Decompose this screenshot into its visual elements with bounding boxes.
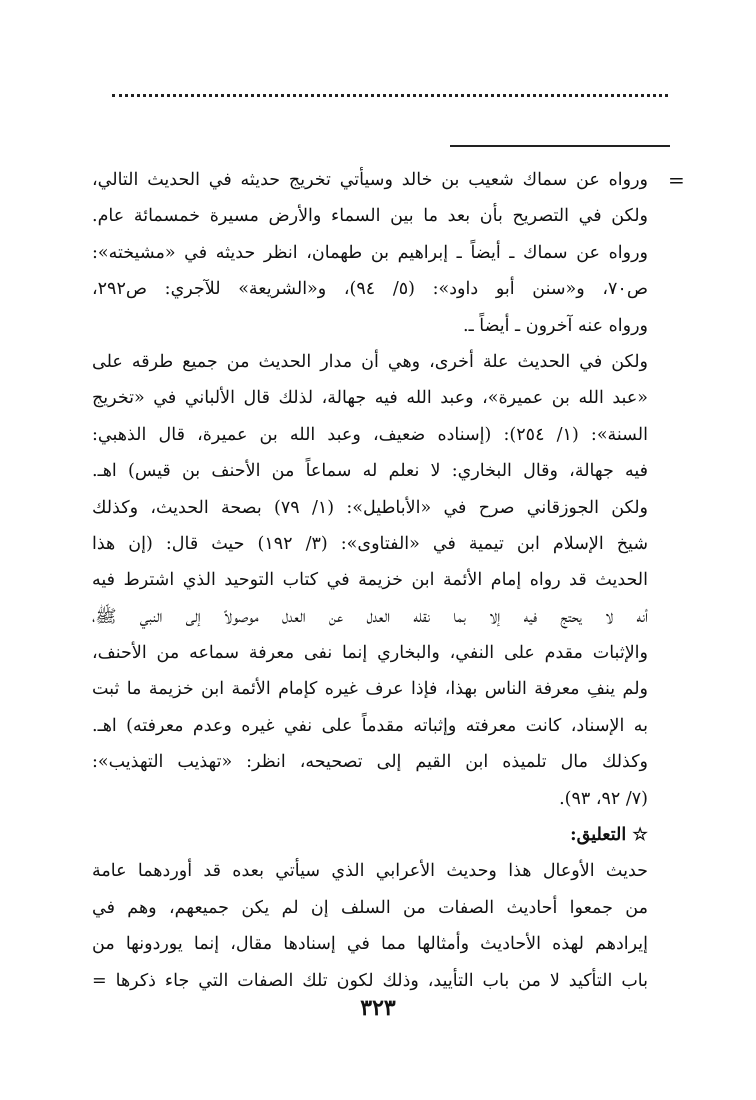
header-dotted-rule <box>112 94 668 97</box>
footnote-separator <box>450 145 670 147</box>
text-line: «عبد الله بن عميرة»، وعبد الله فيه جهالة، لذلك قال الألباني في «تخريج <box>92 388 648 409</box>
text-line: فيه جهالة، وقال البخاري: لا نعلم له سماعاً من الأحنف بن قيس) اهـ. <box>92 461 648 482</box>
text-line: ولكن الجوزقاني صرح في «الأباطيل»: (١/ ٧٩) بصحة الحديث، وكذلك <box>92 497 648 518</box>
text-line: (٧/ ٩٢، ٩٣). <box>559 788 648 809</box>
text-line: وكذلك مال تلميذه ابن القيم إلى تصحيحه، انظر: «تهذيب التهذيب»: <box>92 752 648 773</box>
section-heading: ☆ التعليق: <box>570 825 648 846</box>
page-text <box>92 162 648 999</box>
text-line: والإثبات مقدم على النفي، والبخاري إنما نفى معرفة سماعه من الأحنف، <box>92 643 648 664</box>
text-line: باب التأكيد لا من باب التأييد، وذلك لكون تلك الصفات التي جاء ذكرها = <box>92 970 648 991</box>
text-line: الحديث قد رواه إمام الأئمة ابن خزيمة في كتاب التوحيد الذي اشترط فيه <box>92 570 648 591</box>
text-line: ولم ينفِ معرفة الناس بهذا، فإذا عرف غيره كإمام الأئمة ابن خزيمة ما ثبت <box>92 679 648 700</box>
text-line: ورواه عن سماك شعيب بن خالد وسيأتي تخريج حديثه في الحديث التالي، <box>92 170 648 190</box>
text-line: من جمعوا أحاديث الصفات من السلف إن لم يكن جميعهم، وهم في <box>92 897 648 918</box>
text-line: السنة»: (١/ ٢٥٤): (إسناده ضعيف، وعبد الله بن عميرة، قال الذهبي: <box>92 424 648 445</box>
page-number: ٣٢٣ <box>360 995 396 1021</box>
continuation-mark: = <box>668 168 685 192</box>
text-line: ولكن في الحديث علة أخرى، وهي أن مدار الحديث من جميع طرقه على <box>92 351 648 372</box>
text-line: ورواه عن سماك ـ أيضاً ـ إبراهيم بن طهمان، انظر حديثه في «مشيخته»: <box>92 242 648 263</box>
text-line: شيخ الإسلام ابن تيمية في «الفتاوى»: (٣/ ١٩٢) حيث قال: (إن هذا <box>92 533 648 554</box>
text-line: به الإسناد، كانت معرفته وإثباته مقدماً على نفي غيره وعدم معرفته) اهـ. <box>92 715 648 736</box>
text-line: أنه لا يحتج فيه إلا بما نقله العدل عن العدل موصولاً إلى النبي ﷺ، <box>92 606 648 627</box>
text-line: إيرادهم لهذه الأحاديث وأمثالها مما في إسنادها مقال، إنما يوردونها من <box>92 934 648 955</box>
text-line: ورواه عنه آخرون ـ أيضاً ـ. <box>463 315 648 336</box>
text-line: ص٧٠، و«سنن أبو داود»: (٥/ ٩٤)، و«الشريعة» للآجري: ص٢٩٢، <box>92 279 648 300</box>
text-line: ولكن في التصريح بأن بعد ما بين السماء والأرض مسيرة خمسمائة عام. <box>92 206 648 227</box>
text-line: حديث الأوعال هذا وحديث الأعرابي الذي سيأتي بعده قد أوردهما عامة <box>92 861 648 882</box>
